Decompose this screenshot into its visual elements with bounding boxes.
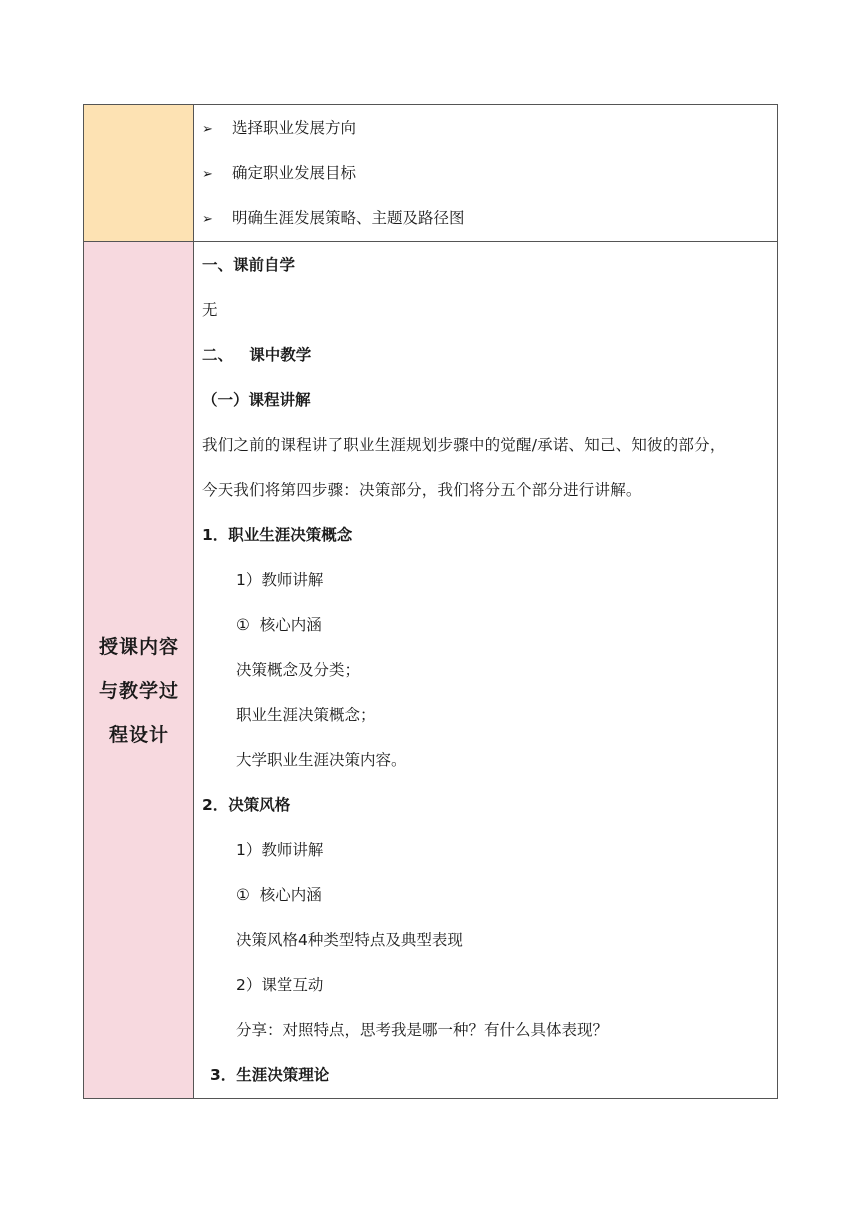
goals-list [194, 105, 777, 241]
table-row [84, 105, 778, 242]
list-item: ➢ 选择职业发展方向 [202, 106, 771, 151]
numbered-heading: 2．决策风格 [202, 796, 291, 814]
body-text: ① 核心内涵 [236, 616, 322, 634]
content-cell-goals [194, 105, 778, 242]
section-heading: 二、 课中教学 [202, 346, 312, 364]
numbered-heading: 1．职业生涯决策概念 [202, 526, 353, 544]
numbered-heading: 3．生涯决策理论 [210, 1066, 330, 1084]
content-cell-teaching-design [194, 242, 778, 1099]
body-text: 决策风格4种类型特点及典型表现 [236, 931, 463, 949]
arrow-bullet-icon: ➢ [202, 122, 213, 137]
body-text: 无 [202, 301, 218, 319]
body-text: ① 核心内涵 [236, 886, 322, 904]
body-text: 职业生涯决策概念； [236, 706, 376, 724]
lesson-plan-table [83, 104, 778, 1099]
arrow-bullet-icon: ➢ [202, 167, 213, 182]
body-text: 大学职业生涯决策内容。 [236, 751, 407, 769]
body-text: 今天我们将第四步骤：决策部分，我们将分五个部分进行讲解。 [202, 481, 642, 499]
teaching-content [194, 242, 777, 1098]
body-text: 分享：对照特点，思考我是哪一种？有什么具体表现？ [236, 1021, 609, 1039]
body-text: 决策概念及分类； [236, 661, 361, 679]
body-text: 2）课堂互动 [236, 976, 324, 994]
section-heading: 一、课前自学 [202, 256, 296, 274]
body-text: 我们之前的课程讲了职业生涯规划步骤中的觉醒/承诺、知己、知彼的部分， [202, 436, 726, 454]
list-item: ➢ 确定职业发展目标 [202, 151, 771, 196]
row-label: 授课内容 与教学过 程设计 [98, 636, 179, 746]
body-text: 1）教师讲解 [236, 571, 324, 589]
sub-heading: （一）课程讲解 [202, 391, 311, 409]
label-cell-empty [84, 105, 194, 242]
arrow-bullet-icon: ➢ [202, 212, 213, 227]
table-row [84, 242, 778, 1099]
body-text: 1）教师讲解 [236, 841, 324, 859]
list-item: ➢ 明确生涯发展策略、主题及路径图 [202, 196, 771, 241]
label-cell-teaching-design [84, 242, 194, 1099]
